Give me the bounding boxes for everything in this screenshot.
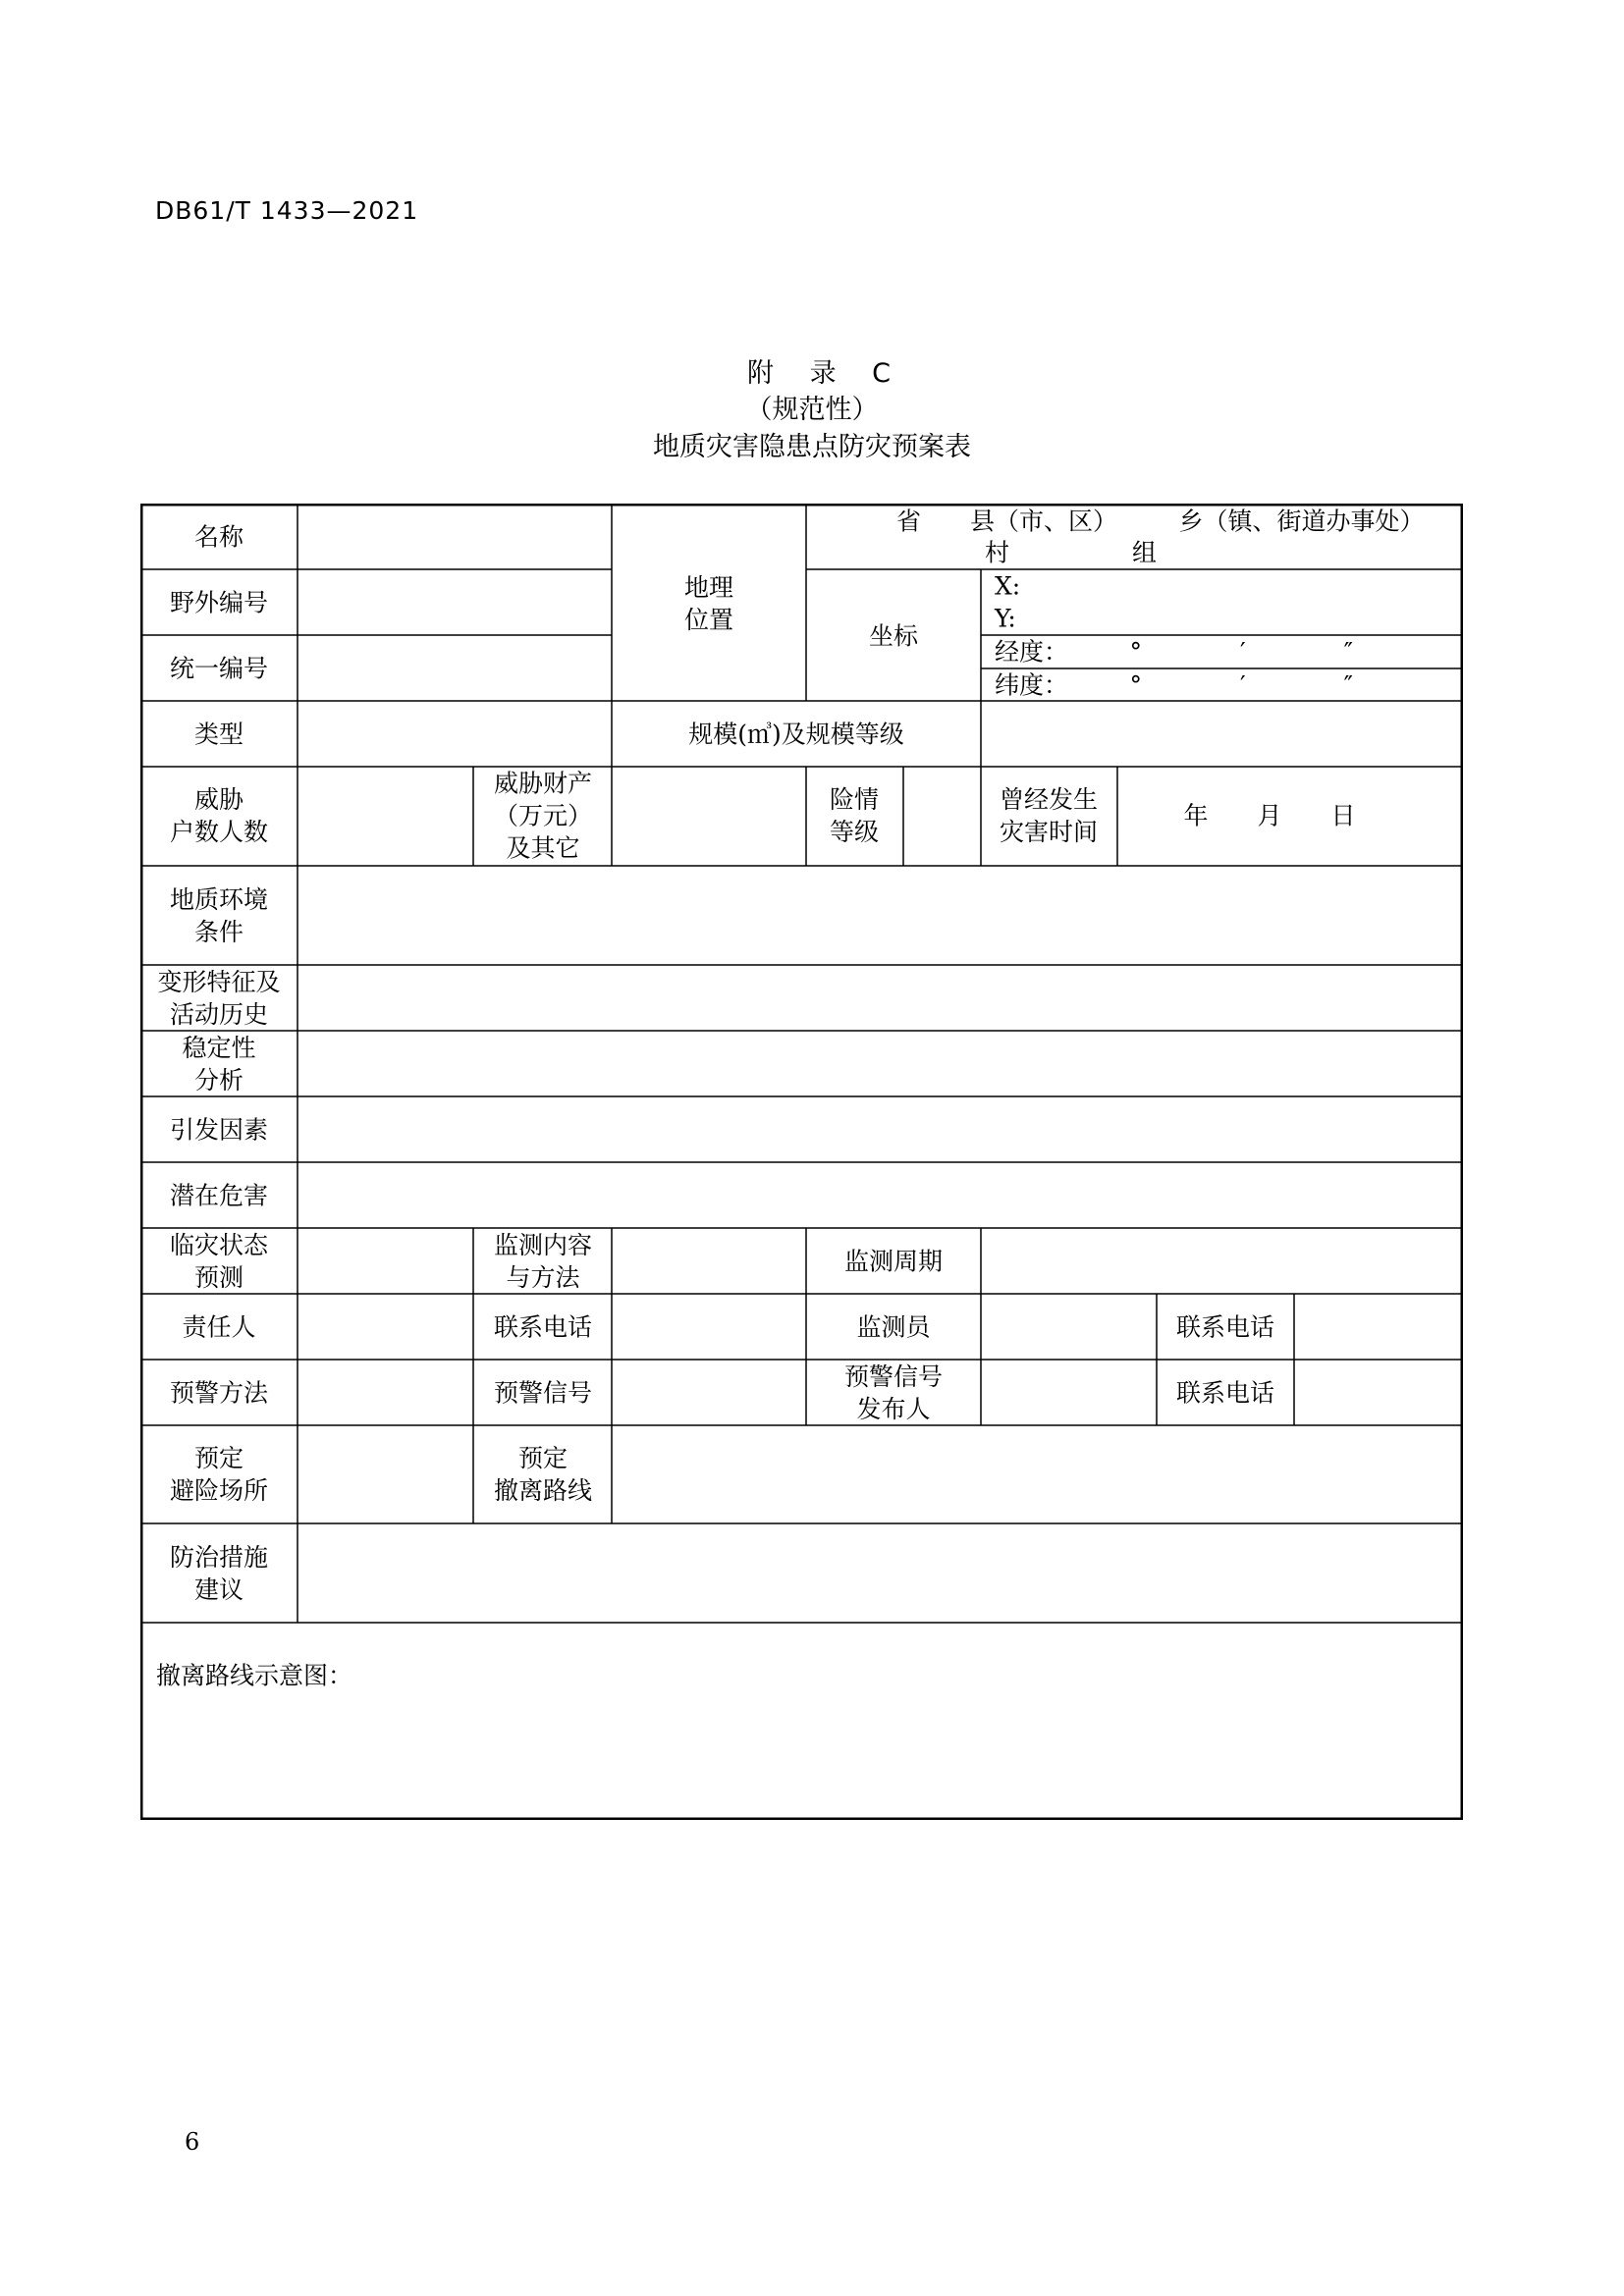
appendix-heading: 附 录 C bbox=[746, 358, 905, 389]
monitor-cycle-label: 监测周期 bbox=[843, 1247, 944, 1276]
field-number-label: 野外编号 bbox=[169, 588, 269, 617]
warning-signal-label: 预警信号 bbox=[493, 1378, 593, 1408]
danger-grade-label: 险情 等级 bbox=[829, 785, 880, 846]
geo-environment-label: 地质环境 条件 bbox=[169, 885, 269, 946]
date-template: 年 月 日 bbox=[1183, 801, 1356, 830]
type-label: 类型 bbox=[193, 720, 244, 749]
geo-location-label: 地理 位置 bbox=[683, 573, 734, 634]
unified-number-label: 统一编号 bbox=[169, 654, 269, 683]
document-code: DB61/T 1433—2021 bbox=[155, 196, 419, 225]
warning-method-label: 预警方法 bbox=[169, 1378, 269, 1408]
name-label: 名称 bbox=[193, 522, 244, 552]
monitor-phone-label: 联系电话 bbox=[1175, 1312, 1275, 1342]
threat-people-label: 威胁 户数人数 bbox=[169, 785, 269, 846]
village-group-line: 村 组 bbox=[985, 538, 1158, 567]
trigger-factor-label: 引发因素 bbox=[169, 1115, 269, 1145]
longitude-label: 经度： ° ′ ″ bbox=[995, 637, 1354, 667]
critical-state-label: 临灾状态 预测 bbox=[169, 1231, 269, 1292]
prevention-measures-label: 防治措施 建议 bbox=[169, 1543, 269, 1604]
appendix-nature: （规范性） bbox=[745, 395, 879, 425]
latitude-label: 纬度： ° ′ ″ bbox=[995, 670, 1354, 700]
page-number: 6 bbox=[185, 2128, 200, 2156]
x-coordinate-label: X: bbox=[995, 571, 1021, 601]
evacuation-map-label: 撤离路线示意图： bbox=[156, 1661, 353, 1690]
threat-property-label: 威胁财产 （万元） 及其它 bbox=[493, 769, 593, 863]
stability-analysis-label: 稳定性 分析 bbox=[182, 1034, 256, 1095]
shelter-label: 预定 避险场所 bbox=[169, 1444, 269, 1505]
scale-label: 规模(㎥)及规模等级 bbox=[688, 720, 904, 749]
admin-division-line: 省 县（市、区） 乡（镇、街道办事处） bbox=[896, 507, 1425, 536]
responsible-person-label: 责任人 bbox=[182, 1312, 256, 1342]
monitor-content-label: 监测内容 与方法 bbox=[493, 1231, 593, 1292]
disaster-plan-form bbox=[140, 504, 1463, 1820]
issuer-phone-label: 联系电话 bbox=[1175, 1378, 1275, 1408]
monitor-person-label: 监测员 bbox=[856, 1312, 931, 1342]
potential-hazard-label: 潜在危害 bbox=[169, 1181, 269, 1210]
warning-issuer-label: 预警信号 发布人 bbox=[843, 1362, 944, 1423]
deformation-history-label: 变形特征及 活动历史 bbox=[157, 968, 281, 1029]
disaster-time-label: 曾经发生 灾害时间 bbox=[999, 785, 1099, 846]
table-title: 地质灾害隐患点防灾预案表 bbox=[653, 432, 971, 462]
y-coordinate-label: Y: bbox=[995, 604, 1016, 633]
responsible-phone-label: 联系电话 bbox=[493, 1312, 593, 1342]
evacuation-route-label: 预定 撤离路线 bbox=[493, 1444, 593, 1505]
coordinate-label: 坐标 bbox=[868, 621, 919, 651]
